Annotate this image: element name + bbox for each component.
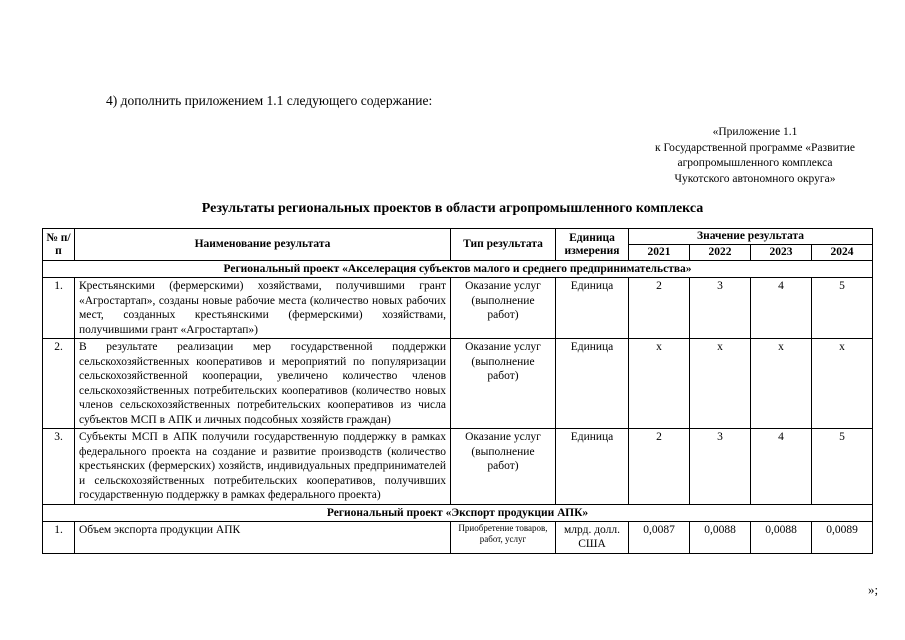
appendix-line: Чукотского автономного округа» xyxy=(674,172,836,185)
appendix-line: «Приложение 1.1 xyxy=(712,126,798,138)
row-value: 0,0087 xyxy=(629,521,690,553)
row-value: 3 xyxy=(690,278,751,339)
row-type: Оказание услуг (выполнение работ) xyxy=(451,339,556,429)
header-year: 2024 xyxy=(812,245,873,261)
row-type: Оказание услуг (выполнение работ) xyxy=(451,278,556,339)
header-num: № п/п xyxy=(43,229,75,261)
row-value: x xyxy=(812,339,873,429)
row-name: В результате реализации мер государственной поддержки сельскохозяйственных кооперативов и мероприятий по популяризации сельскохозяйственной кооперации, увеличено количество членов сельскохозяйственных потребительских кооперативов (количество новых членов сельскохозяйственных потребительских кооперативов из числа субъектов МСП в АПК и личных подсобных хозяйств граждан) xyxy=(75,339,451,429)
row-value: 2 xyxy=(629,278,690,339)
row-num: 1. xyxy=(43,278,75,339)
section-title: Региональный проект «Акселерация субъектов малого и среднего предпринимательства» xyxy=(43,261,873,278)
row-unit: Единица xyxy=(556,429,629,505)
intro-text: 4) дополнить приложением 1.1 следующего содержание: xyxy=(106,93,433,108)
row-value: x xyxy=(690,339,751,429)
table-row xyxy=(43,339,873,429)
header-year: 2023 xyxy=(751,245,812,261)
row-value: 0,0088 xyxy=(751,521,812,553)
row-name: Объем экспорта продукции АПК xyxy=(75,521,451,553)
results-table xyxy=(42,228,873,554)
table-title: Результаты региональных проектов в области агропромышленного комплекса xyxy=(201,201,704,216)
table-row xyxy=(43,521,873,553)
row-value: x xyxy=(751,339,812,429)
table-row xyxy=(43,278,873,339)
row-value: 5 xyxy=(812,429,873,505)
row-value: 4 xyxy=(751,278,812,339)
header-year: 2021 xyxy=(629,245,690,261)
row-value: 2 xyxy=(629,429,690,505)
appendix-line: к Государственной программе «Развитие xyxy=(655,141,855,154)
row-unit: млрд. долл. США xyxy=(556,521,629,553)
row-name: Крестьянскими (фермерскими) хозяйствами, получившими грант «Агростартап», созданы новые рабочие места (количество новых рабочих мест, созданных крестьянскими (фермерскими) хозяйствами, получившими грант «Агростартап») xyxy=(75,278,451,339)
section-title: Региональный проект «Экспорт продукции АПК» xyxy=(43,504,873,521)
row-value: 0,0089 xyxy=(812,521,873,553)
appendix-note xyxy=(645,125,865,187)
row-name: Субъекты МСП в АПК получили государственную поддержку в рамках федерального проекта на создание и развитие производств (количество крестьянских (фермерских) хозяйств, индивидуальных предпринимателей и сельскохозяйственных потребительских кооперативов, получивших государственную поддержку в рамках федерального проекта) xyxy=(75,429,451,505)
appendix-line: агропромышленного комплекса xyxy=(677,157,833,169)
header-name: Наименование результата xyxy=(75,229,451,261)
table-row xyxy=(43,429,873,505)
row-value: 4 xyxy=(751,429,812,505)
row-num: 3. xyxy=(43,429,75,505)
row-value: 3 xyxy=(690,429,751,505)
header-year: 2022 xyxy=(690,245,751,261)
row-type: Оказание услуг (выполнение работ) xyxy=(451,429,556,505)
row-unit: Единица xyxy=(556,278,629,339)
row-num: 2. xyxy=(43,339,75,429)
row-value: 0,0088 xyxy=(690,521,751,553)
row-value: x xyxy=(629,339,690,429)
closing-quote: »; xyxy=(868,582,879,597)
row-type: Приобретение товаров, работ, услуг xyxy=(451,521,556,553)
header-value: Значение результата xyxy=(629,229,873,245)
row-unit: Единица xyxy=(556,339,629,429)
header-type: Тип результата xyxy=(451,229,556,261)
header-unit: Единица измерения xyxy=(556,229,629,261)
row-value: 5 xyxy=(812,278,873,339)
row-num: 1. xyxy=(43,521,75,553)
